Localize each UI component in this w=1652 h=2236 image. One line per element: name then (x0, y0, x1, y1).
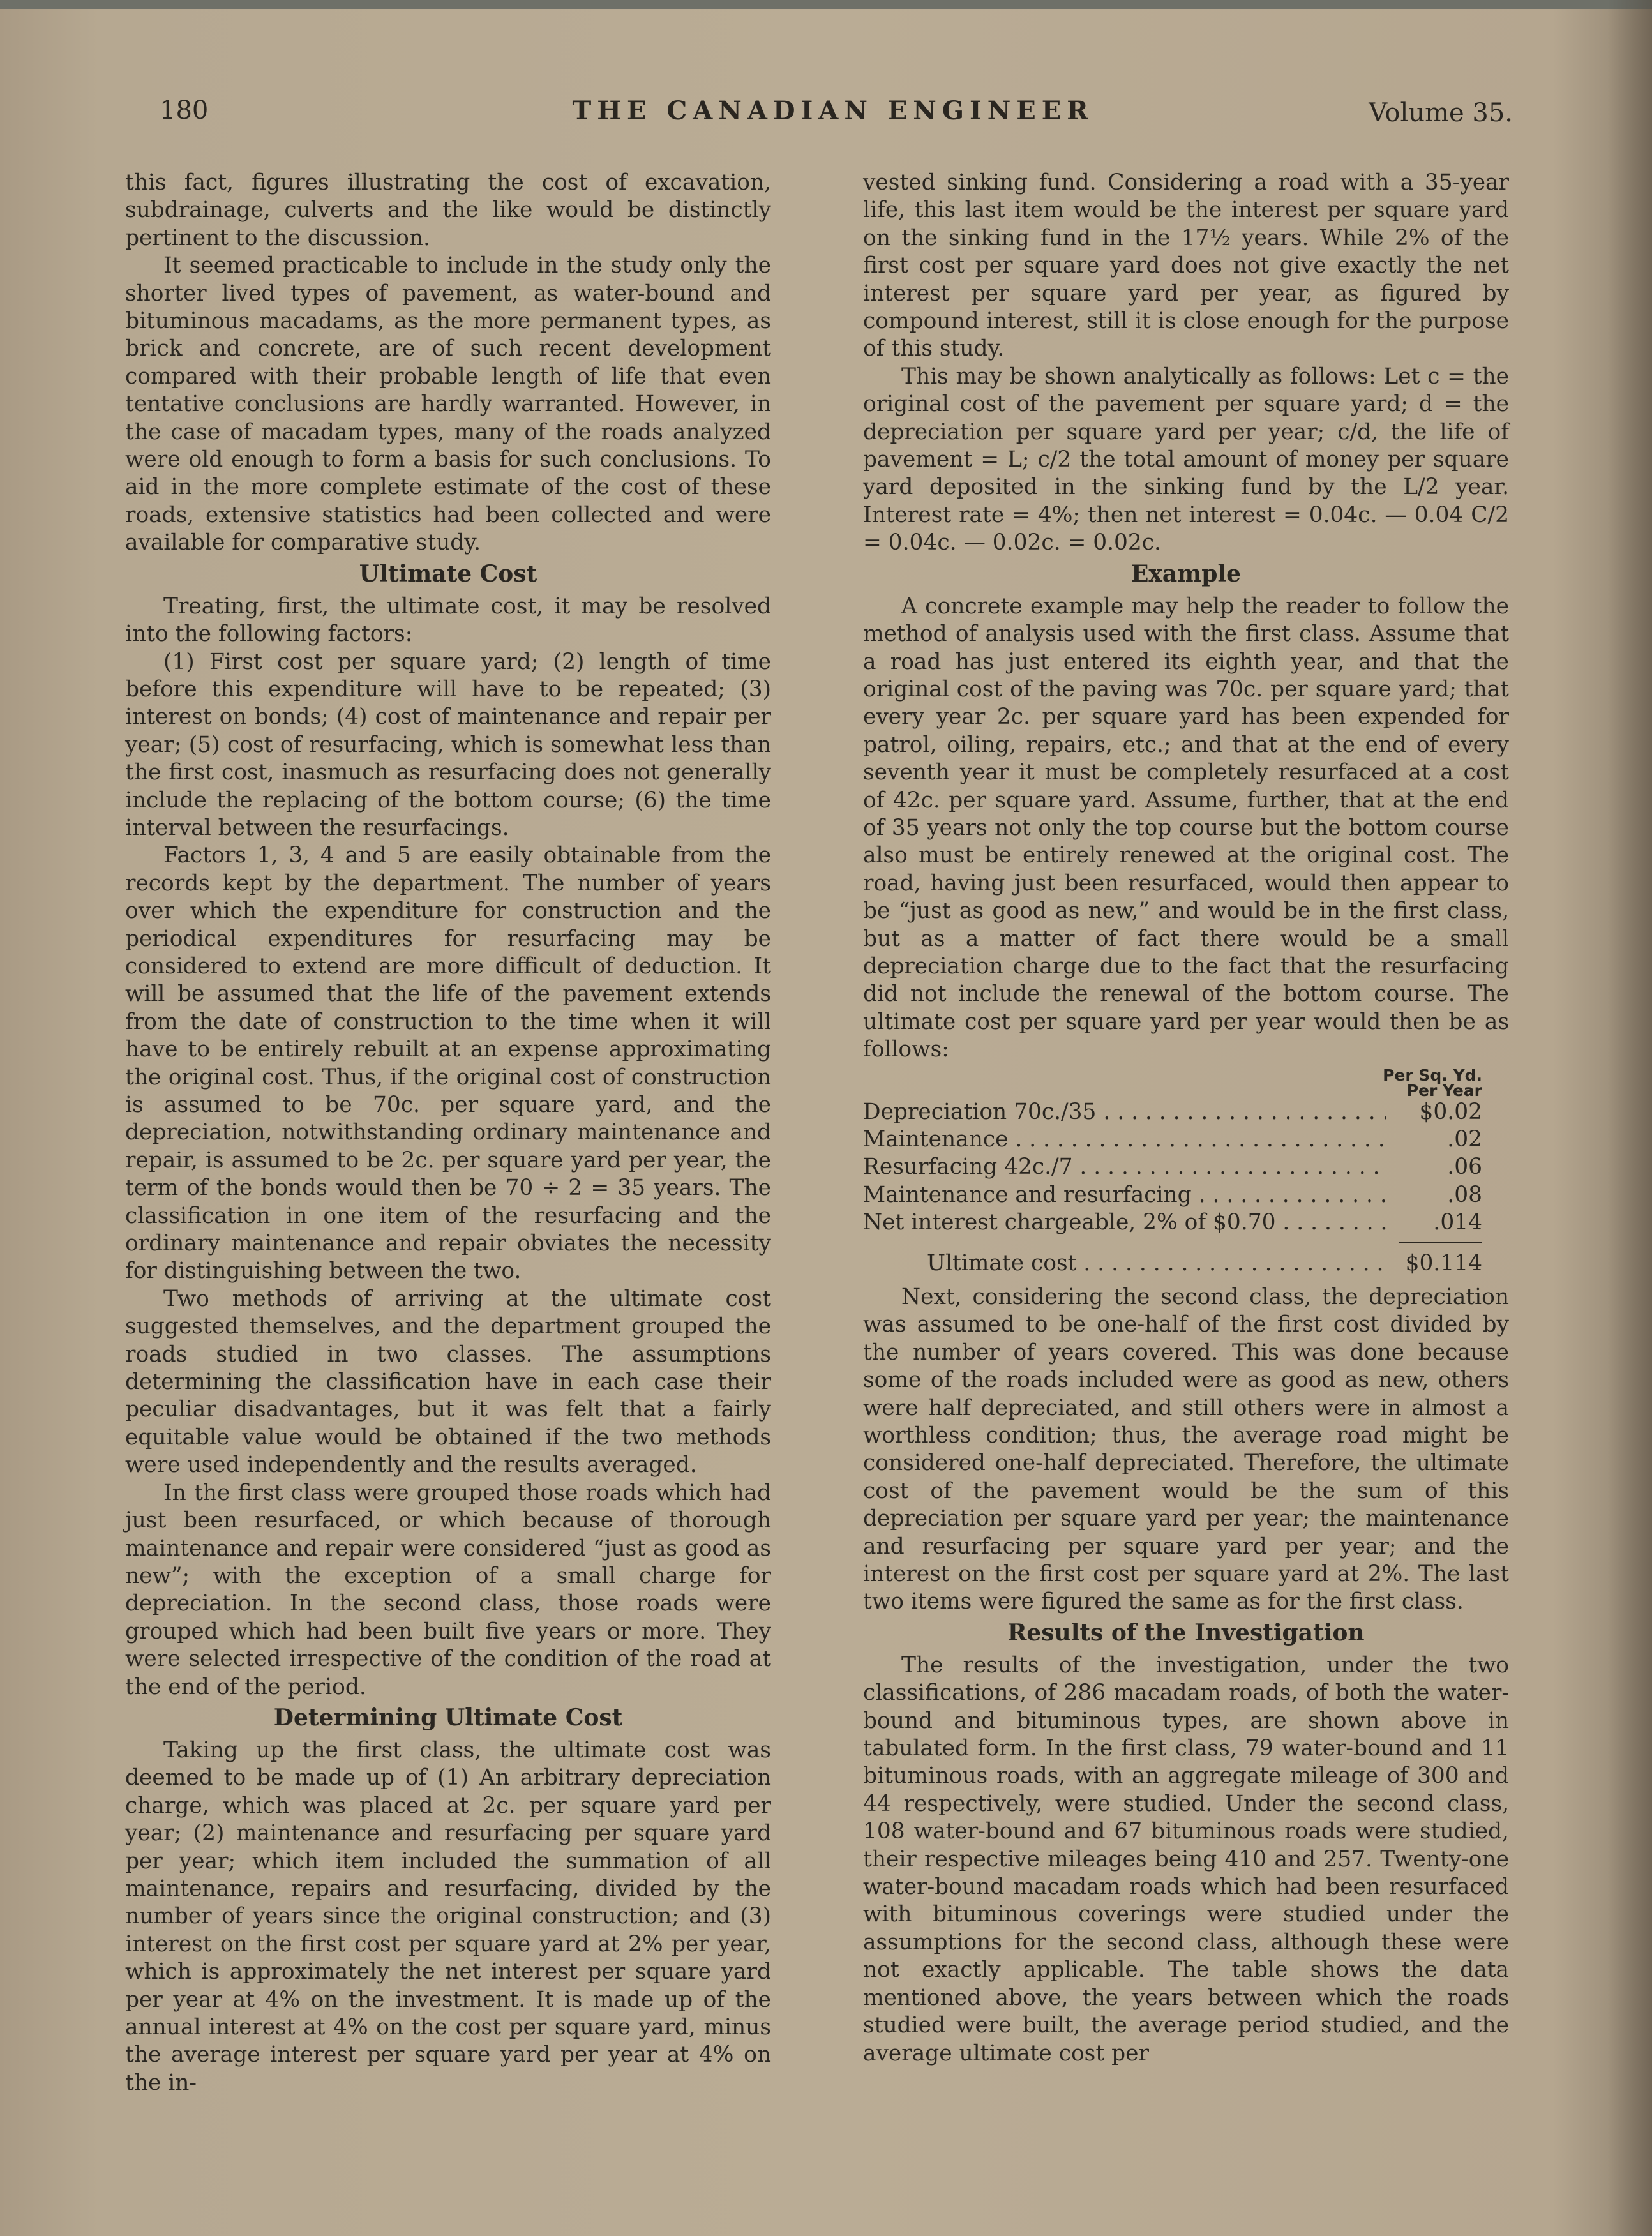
paragraph: A concrete example may help the reader to follow the method of analysis used with the first class. Assume that a road has just entered its eighth year, and that the original cost of the paving was 70c. per square yard; that every year 2c. per square yard has been expended for patrol, oiling, repairs, etc.; and that at the end of every seventh year it must be completely resurfaced at a cost of 42c. per square yard. Assume, further, that at the end of 35 years not only the top course but the bottom course also must be entirely renewed at the original cost. The road, having just been resurfaced, would then appear to be “just as good as new,” and would be in the first class, but as a matter of fact there would be a small depreciation charge due to the fact that the resurfacing did not include the renewal of the bottom course. The ultimate cost per square yard per year would then be as follows: (863, 593, 1509, 1063)
section-heading-example: Example (1130, 560, 1242, 587)
row-value: $0.02 (1419, 1099, 1482, 1125)
row-label: Depreciation 70c./35 . . . (863, 1099, 1386, 1126)
paragraph: (1) First cost per square yard; (2) length of time before this expenditure will have to be repeated; (3) interest on bonds; (4) cost of maintenance and repair per year; (5) cost of resurfacing, which is somewhat less than the first cost, inasmuch as resurfacing does not generally include the replacing of the bottom course; (6) the time interval between the resurfacings. (125, 649, 771, 841)
row-label: Resurfacing 42c./7 . . . (863, 1153, 1386, 1181)
paragraph: It seemed practicable to include in the study only the shorter lived types of pavement, as water-bound and bituminous macadams, as the more permanent types, as brick and concrete, are of such recent development compared with their probable length of life that even tentative conclusions are hardly warranted. However, in the case of macadam types, many of the roads analyzed were old enough to form a basis for such conclusions. To aid in the more complete estimate of the cost of these roads, extensive statistics had been collected and were available for comparative study. (125, 253, 771, 556)
row-value: .014 (1433, 1210, 1482, 1236)
paragraph: Next, considering the second class, the depreciation was assumed to be one-half of the first cost divided by the number of years covered. This was done because some of the roads included were as good as new, others were half depreciated, and still others were in almost a worthless condition; thus, the average road might be considered one-half depreciated. Therefore, the ultimate cost of the pavement would be the sum of this depreciation per square yard per year; the maintenance and resurfacing per square yard per year; and the interest on the first cost per square yard at 2%. The last two items were figured the same as for the first class. (863, 1284, 1509, 1615)
paragraph: Treating, first, the ultimate cost, it may be resolved into the following factors: (125, 593, 771, 647)
right-column (863, 169, 1509, 2067)
total-label: Ultimate cost . . . (863, 1250, 1386, 1277)
paragraph: Factors 1, 3, 4 and 5 are easily obtainable from the records kept by the department. The number of years over which the expenditure for construction and the periodical expenditures for resurfacing may be considered to extend are more difficult of deduction. It will be assumed that the life of the pavement extends from the date of construction to the time when it will have to be entirely rebuilt at an expense approximating the original cost. Thus, if the original cost of construction is assumed to be 70c. per square yard, and the depreciation, notwithstanding ordinary maintenance and repair, is assumed to be 2c. per square yard per year, the term of the bonds would then be 70 ÷ 2 = 35 years. The classification in one item of the resurfacing and the ordinary maintenance and repair obviates the necessity for distinguishing between the two. (125, 843, 771, 1284)
journal-title: THE CANADIAN ENGINEER (572, 96, 1094, 126)
paragraph: The results of the investigation, under the two classifications, of 286 macadam roads, of both the water-bound and bituminous types, are shown above in tabulated form. In the first class, 79 water-bound and 11 bituminous roads, with an aggregate mileage of 300 and 44 respectively, were studied. Under the second class, 108 water-bound and 67 bituminous roads were studied, their respective mileages being 410 and 257. Twenty-one water-bound macadam roads which had been resurfaced with bituminous coverings were studied under the assumptions for the second class, although these were not exactly applicable. The table shows the data mentioned above, the years between which the roads studied were built, the average period studied, and the average ultimate cost per (863, 1652, 1509, 2066)
paragraph: In the first class were grouped those roads which had just been resurfaced, or which because of thorough maintenance and repair were considered “just as good as new”; with the exception of a small charge for depreciation. In the second class, those roads were grouped which had been built five years or more. They were selected irrespective of the condition of the road at the end of the period. (125, 1480, 771, 1700)
paragraph: Taking up the first class, the ultimate cost was deemed to be made up of (1) An arbitrary depreciation charge, which was placed at 2c. per square yard per year; (2) maintenance and resurfacing per square yard per year; which item included the summation of all maintenance, repairs and resurfacing, divided by the number of years since the original construction; and (3) interest on the first cost per square yard at 2% per year, which is approximately the net interest per square yard per year at 4% on the investment. It is made up of the annual interest at 4% on the cost per square yard, minus the average interest per square yard per year at 4% on the in- (125, 1737, 771, 2096)
table-header-line: Per Sq. Yd. (1383, 1065, 1482, 1084)
table-total-row (863, 1250, 1501, 1277)
row-value: .08 (1447, 1182, 1482, 1208)
row-label: Maintenance and resurfacing . . . (863, 1182, 1386, 1209)
table-row (863, 1126, 1501, 1153)
table-row (863, 1209, 1501, 1236)
table-row (863, 1153, 1501, 1181)
cost-table (863, 1065, 1501, 1277)
section-heading-results: Results of the Investigation (1007, 1619, 1365, 1646)
table-header-line: Per Year (1406, 1081, 1482, 1100)
row-value: .02 (1447, 1126, 1482, 1152)
row-value: .06 (1447, 1154, 1482, 1180)
total-rule (1399, 1242, 1482, 1243)
page-number: 180 (160, 96, 209, 125)
left-column (125, 169, 771, 2097)
section-heading-ultimate-cost: Ultimate Cost (359, 560, 537, 587)
section-heading-determining-ultimate-cost: Determining Ultimate Cost (273, 1704, 623, 1731)
paragraph: vested sinking fund. Considering a road with a 35-year life, this last item would be the interest per square yard on the sinking fund in the 17½ years. While 2% of the first cost per square yard does not give exactly the net interest per square yard per year, as figured by compound interest, still it is close enough for the purpose of this study. (863, 170, 1509, 362)
paragraph: this fact, figures illustrating the cost of excavation, subdrainage, culverts and the like would be distinctly pertinent to the discussion. (125, 170, 771, 251)
total-value: $0.114 (1405, 1250, 1482, 1276)
table-row (863, 1182, 1501, 1209)
running-header (153, 96, 1513, 140)
scan-edge (0, 0, 1652, 9)
paragraph: This may be shown analytically as follows: Let c = the original cost of the pavement per square yard; d = the depreciation per square yard per year; c/d, the life of pavement = L; c/2 the total amount of money per square yard deposited in the sinking fund by the L/2 year. Interest rate = 4%; then net interest = 0.04c. — 0.04 C/2 = 0.04c. — 0.02c. = 0.02c. (863, 363, 1509, 556)
row-label: Net interest chargeable, 2% of $0.70 . . . (863, 1209, 1386, 1236)
binding-shadow (1607, 0, 1652, 2236)
paragraph: Two methods of arriving at the ultimate cost suggested themselves, and the department grouped the roads studied in two classes. The assumptions determining the classification have in each case their peculiar disadvantages, but it was felt that a fairly equitable value would be obtained if the two methods were used independently and the results averaged. (125, 1286, 771, 1478)
table-header (863, 1065, 1501, 1100)
volume-label: Volume 35. (1369, 98, 1513, 128)
row-label: Maintenance . . . (863, 1126, 1386, 1153)
table-row (863, 1099, 1501, 1126)
